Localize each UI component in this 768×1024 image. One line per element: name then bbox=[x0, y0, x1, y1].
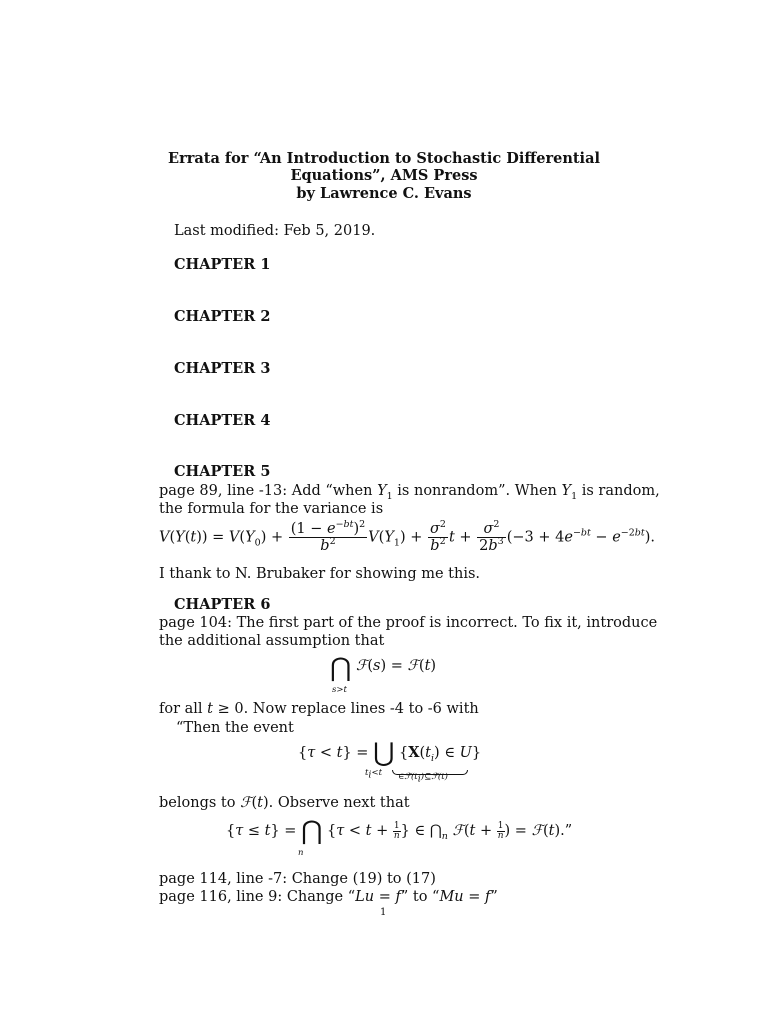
union-index: $t_i<t$ bbox=[365, 768, 383, 781]
ch5-thanks: I thank to N. Brubaker for showing me this. bbox=[159, 566, 481, 582]
chapter-3-heading: CHAPTER 3 bbox=[174, 360, 271, 377]
intersection-formula: ⋂ ℱ(s) = ℱ(t) bbox=[330, 653, 437, 683]
chapter-6-heading: CHAPTER 6 bbox=[174, 596, 271, 613]
ch5-line-1: page 89, line -13: Add “when $Y_1$ is nonrandom”. When $Y_1$ is random, bbox=[159, 483, 660, 502]
chapter-1-heading: CHAPTER 1 bbox=[174, 256, 271, 273]
ch6-p116: page 116, line 9: Change “Lu = f” to “Mu = f” bbox=[159, 889, 498, 905]
variance-formula: $V(Y(t)) = V(Y_0)$ + $\frac{(1 - e^{-bt})^2}{b^2}$ $V(Y_1)$ + $\frac{\sigma^2}{b^2}$ t + $\frac{\sigma^2}{2b^3}$ $(-3 + 4e^{-bt} - e^{-2bt})$. bbox=[159, 519, 655, 554]
ch6-line-2: the additional assumption that bbox=[159, 633, 385, 649]
ch6-line-1: page 104: The first part of the proof is incorrect. To fix it, introduce bbox=[159, 615, 658, 631]
observation-index: n bbox=[298, 848, 304, 858]
last-modified: Last modified: Feb 5, 2019. bbox=[174, 223, 376, 239]
observation-formula: {τ ≤ t} = ⋂ {τ < t + $\frac{1}{n}$ } ∈ $⋂_n$ ℱ(t + $\frac{1}{n}$ ) = ℱ(t).” bbox=[226, 816, 573, 846]
ch6-p114: page 114, line -7: Change (19) to (17) bbox=[159, 871, 436, 887]
title-line-1: Errata for “An Introduction to Stochastic Differential bbox=[168, 150, 600, 167]
title-line-3: by Lawrence C. Evans bbox=[296, 185, 472, 202]
intersection-index: s>t bbox=[332, 685, 347, 695]
underbrace-label: $\in ℱ(t_i)⊆ℱ(t)$ bbox=[398, 772, 448, 785]
title-line-2: Equations”, AMS Press bbox=[290, 167, 478, 184]
chapter-5-heading: CHAPTER 5 bbox=[174, 463, 271, 480]
chapter-2-heading: CHAPTER 2 bbox=[174, 308, 271, 325]
page-number: 1 bbox=[380, 907, 387, 918]
ch6-forall-line: for all t ≥ 0. Now replace lines -4 to -6 with bbox=[159, 701, 479, 717]
ch6-then-event: “Then the event bbox=[176, 720, 294, 736]
union-formula: {τ < t} = ⋃ {$X(t_i)$ ∈ U} bbox=[298, 738, 482, 768]
ch5-line-2: the formula for the variance is bbox=[159, 501, 384, 517]
chapter-4-heading: CHAPTER 4 bbox=[174, 412, 271, 429]
ch6-belongs-line: belongs to ℱ(t). Observe next that bbox=[159, 795, 410, 811]
